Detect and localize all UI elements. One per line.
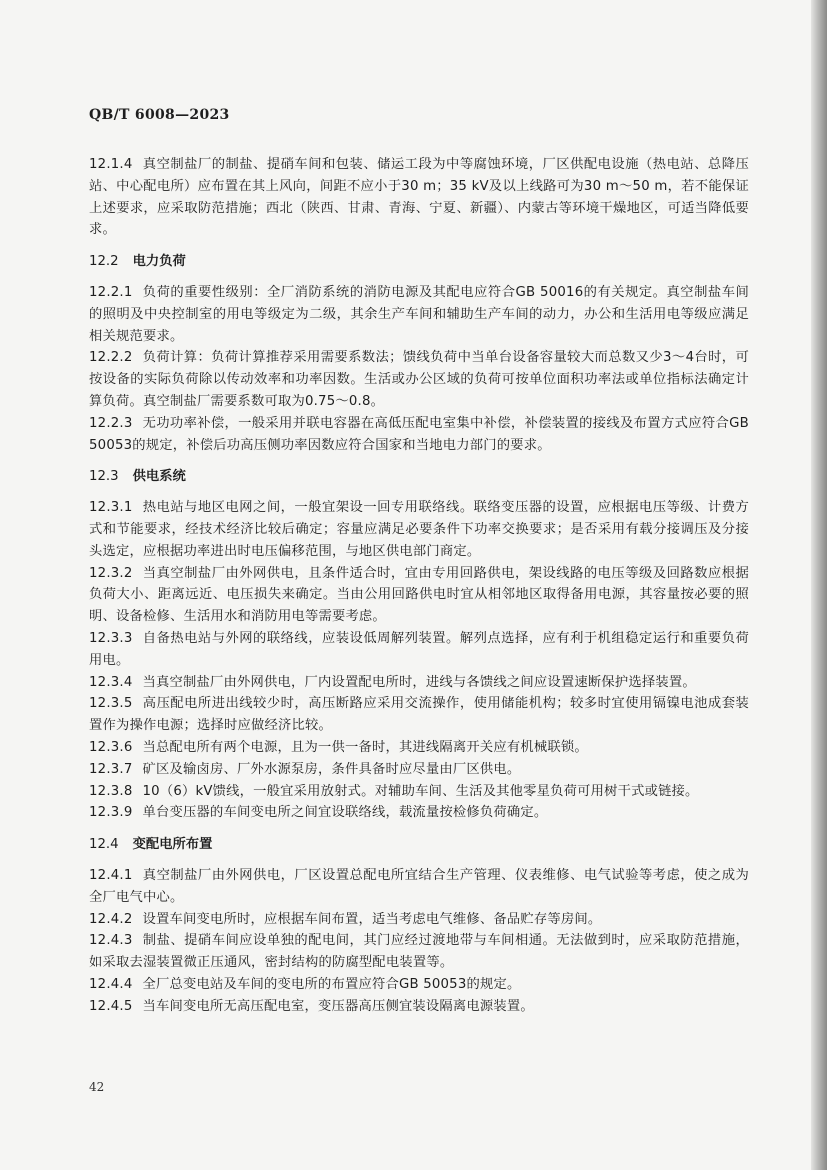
- clause-text: 制盐、提硝车间应设单独的配电间，其门应经过渡地带与车间相通。无法做到时，应采取防范措施，如采取去湿装置微正压通风，密封结构的防腐型配电装置等。: [89, 933, 749, 971]
- clause-number: 12.3.2: [89, 565, 133, 581]
- clause-number: 12.3.8: [89, 783, 133, 799]
- clause-number: 12.2.1: [89, 284, 133, 300]
- main-content: [89, 154, 749, 1017]
- clause-number: 12.3.5: [89, 696, 133, 712]
- section-title: 变配电所布置: [132, 837, 213, 853]
- clause-text: 自备热电站与外网的联络线，应装设低周解列装置。解列点选择，应有利于机组稳定运行和重要负荷用电。: [89, 630, 749, 668]
- clause-text: 负荷计算：负荷计算推荐采用需要系数法；馈线负荷中当单台设备容量较大而总数又少3～4台时，可按设备的实际负荷除以传动效率和功率因数。生活或办公区域的负荷可按单位面积功率法或单位指标法确定计算负荷。真空制盐厂需要系数可取为0.75～0.8。: [89, 350, 749, 409]
- clause-12-3-6: [89, 737, 749, 759]
- clause-12-3-4: [89, 672, 749, 694]
- clause-12-1-4: [89, 154, 749, 241]
- clause-text: 矿区及输卤房、厂外水源泵房，条件具备时应尽量由厂区供电。: [142, 761, 521, 777]
- section-title: 电力负荷: [132, 254, 186, 270]
- section-heading-12-4: [89, 834, 749, 856]
- clause-number: 12.3.6: [89, 739, 133, 755]
- section-number: 12.3: [89, 469, 119, 485]
- clause-text: 负荷的重要性级别：全厂消防系统的消防电源及其配电应符合GB 50016的有关规定。真空制盐车间的照明及中央控制室的用电等级定为二级，其余生产车间和辅助生产车间的动力，办公和生活用电等级应满足相关规范要求。: [89, 284, 749, 344]
- clause-number: 12.4.2: [89, 911, 133, 927]
- clause-12-4-4: [89, 974, 749, 996]
- clause-number: 12.1.4: [89, 157, 133, 172]
- clause-number: 12.4.3: [89, 933, 133, 949]
- clause-12-4-3: [89, 930, 749, 974]
- clause-number: 12.3.3: [89, 630, 133, 646]
- clause-12-4-5: [89, 996, 749, 1018]
- clause-text: 当车间变电所无高压配电室，变压器高压侧宜装设隔离电源装置。: [142, 998, 534, 1014]
- clause-number: 12.4.5: [89, 998, 133, 1014]
- section-number: 12.2: [89, 254, 119, 270]
- clause-12-3-8: [89, 781, 749, 803]
- clause-number: 12.3.7: [89, 761, 133, 777]
- binding-edge: [811, 0, 827, 1170]
- clause-number: 12.3.4: [89, 674, 133, 690]
- clause-number: 12.3.9: [89, 805, 133, 821]
- clause-text: 真空制盐厂的制盐、提硝车间和包装、储运工段为中等腐蚀环境，厂区供配电设施（热电站、总降压站、中心配电所）应布置在其上风向，间距不应小于30 m；35 kV及以上线路可为30 m～50 m，若不能保证上述要求，应采取防范措施；西北（陕西、甘肃、青海、宁夏、新疆）、内蒙古等环境干燥地区，可适当降低要求。: [89, 157, 749, 238]
- standard-code: QB/T 6008—2023: [89, 107, 230, 123]
- clause-12-3-2: [89, 563, 749, 628]
- clause-12-3-5: [89, 693, 749, 737]
- clause-number: 12.4.4: [89, 976, 133, 992]
- section-title: 供电系统: [132, 469, 186, 485]
- clause-text: 设置车间变电所时，应根据车间布置，适当考虑电气维修、备品贮存等房间。: [142, 911, 602, 927]
- section-number: 12.4: [89, 837, 119, 853]
- clause-text: 当真空制盐厂由外网供电，厂内设置配电所时，进线与各馈线之间应设置速断保护选择装置。: [142, 674, 696, 690]
- clause-text: 热电站与地区电网之间，一般宜架设一回专用联络线。联络变压器的设置，应根据电压等级、计费方式和节能要求，经技术经济比较后确定；容量应满足必要条件下功率交换要求；是否采用有载分接调压及分接头选定，应根据功率进出时电压偏移范围，与地区供电部门商定。: [89, 500, 749, 559]
- clause-12-4-1: [89, 865, 749, 909]
- clause-number: 12.2.3: [89, 415, 133, 431]
- clause-12-2-2: [89, 347, 749, 412]
- clause-12-3-3: [89, 628, 749, 672]
- clause-text: 无功功率补偿，一般采用并联电容器在高低压配电室集中补偿，补偿装置的接线及布置方式应符合GB 50053的规定，补偿后功高压侧功率因数应符合国家和当地电力部门的要求。: [89, 415, 749, 453]
- clause-text: 真空制盐厂由外网供电，厂区设置总配电所宜结合生产管理、仪表维修、电气试验等考虑，使之成为全厂电气中心。: [89, 867, 749, 905]
- clause-12-2-3: [89, 413, 749, 457]
- clause-12-3-1: [89, 497, 749, 562]
- clause-text: 全厂总变电站及车间的变电所的布置应符合GB 50053的规定。: [142, 976, 521, 992]
- clause-text: 当总配电所有两个电源，且为一供一备时，其进线隔离开关应有机械联锁。: [142, 739, 588, 755]
- clause-text: 当真空制盐厂由外网供电，且条件适合时，宜由专用回路供电，架设线路的电压等级及回路数应根据负荷大小、距离远近、电压损失来确定。当由公用回路供电时宜从相邻地区取得备用电源，其容量按必要的照明、设备检修、生活用水和消防用电等需要考虑。: [89, 565, 749, 625]
- clause-12-3-7: [89, 759, 749, 781]
- clause-12-3-9: [89, 802, 749, 824]
- clause-text: 单台变压器的车间变电所之间宜设联络线，载流量按检修负荷确定。: [142, 805, 548, 821]
- clause-text: 10（6）kV馈线，一般宜采用放射式。对辅助车间、生活及其他零星负荷可用树干式或链接。: [142, 783, 699, 799]
- clause-number: 12.4.1: [89, 867, 133, 883]
- clause-number: 12.2.2: [89, 350, 133, 366]
- clause-12-4-2: [89, 909, 749, 931]
- clause-text: 高压配电所进出线较少时，高压断路应采用交流操作，使用储能机构；较多时宜使用镉镍电池成套装置作为操作电源；选择时应做经济比较。: [89, 696, 749, 734]
- page-number: 42: [89, 1080, 105, 1094]
- section-heading-12-3: [89, 466, 749, 488]
- section-heading-12-2: [89, 251, 749, 273]
- clause-12-2-1: [89, 282, 749, 347]
- clause-number: 12.3.1: [89, 500, 133, 516]
